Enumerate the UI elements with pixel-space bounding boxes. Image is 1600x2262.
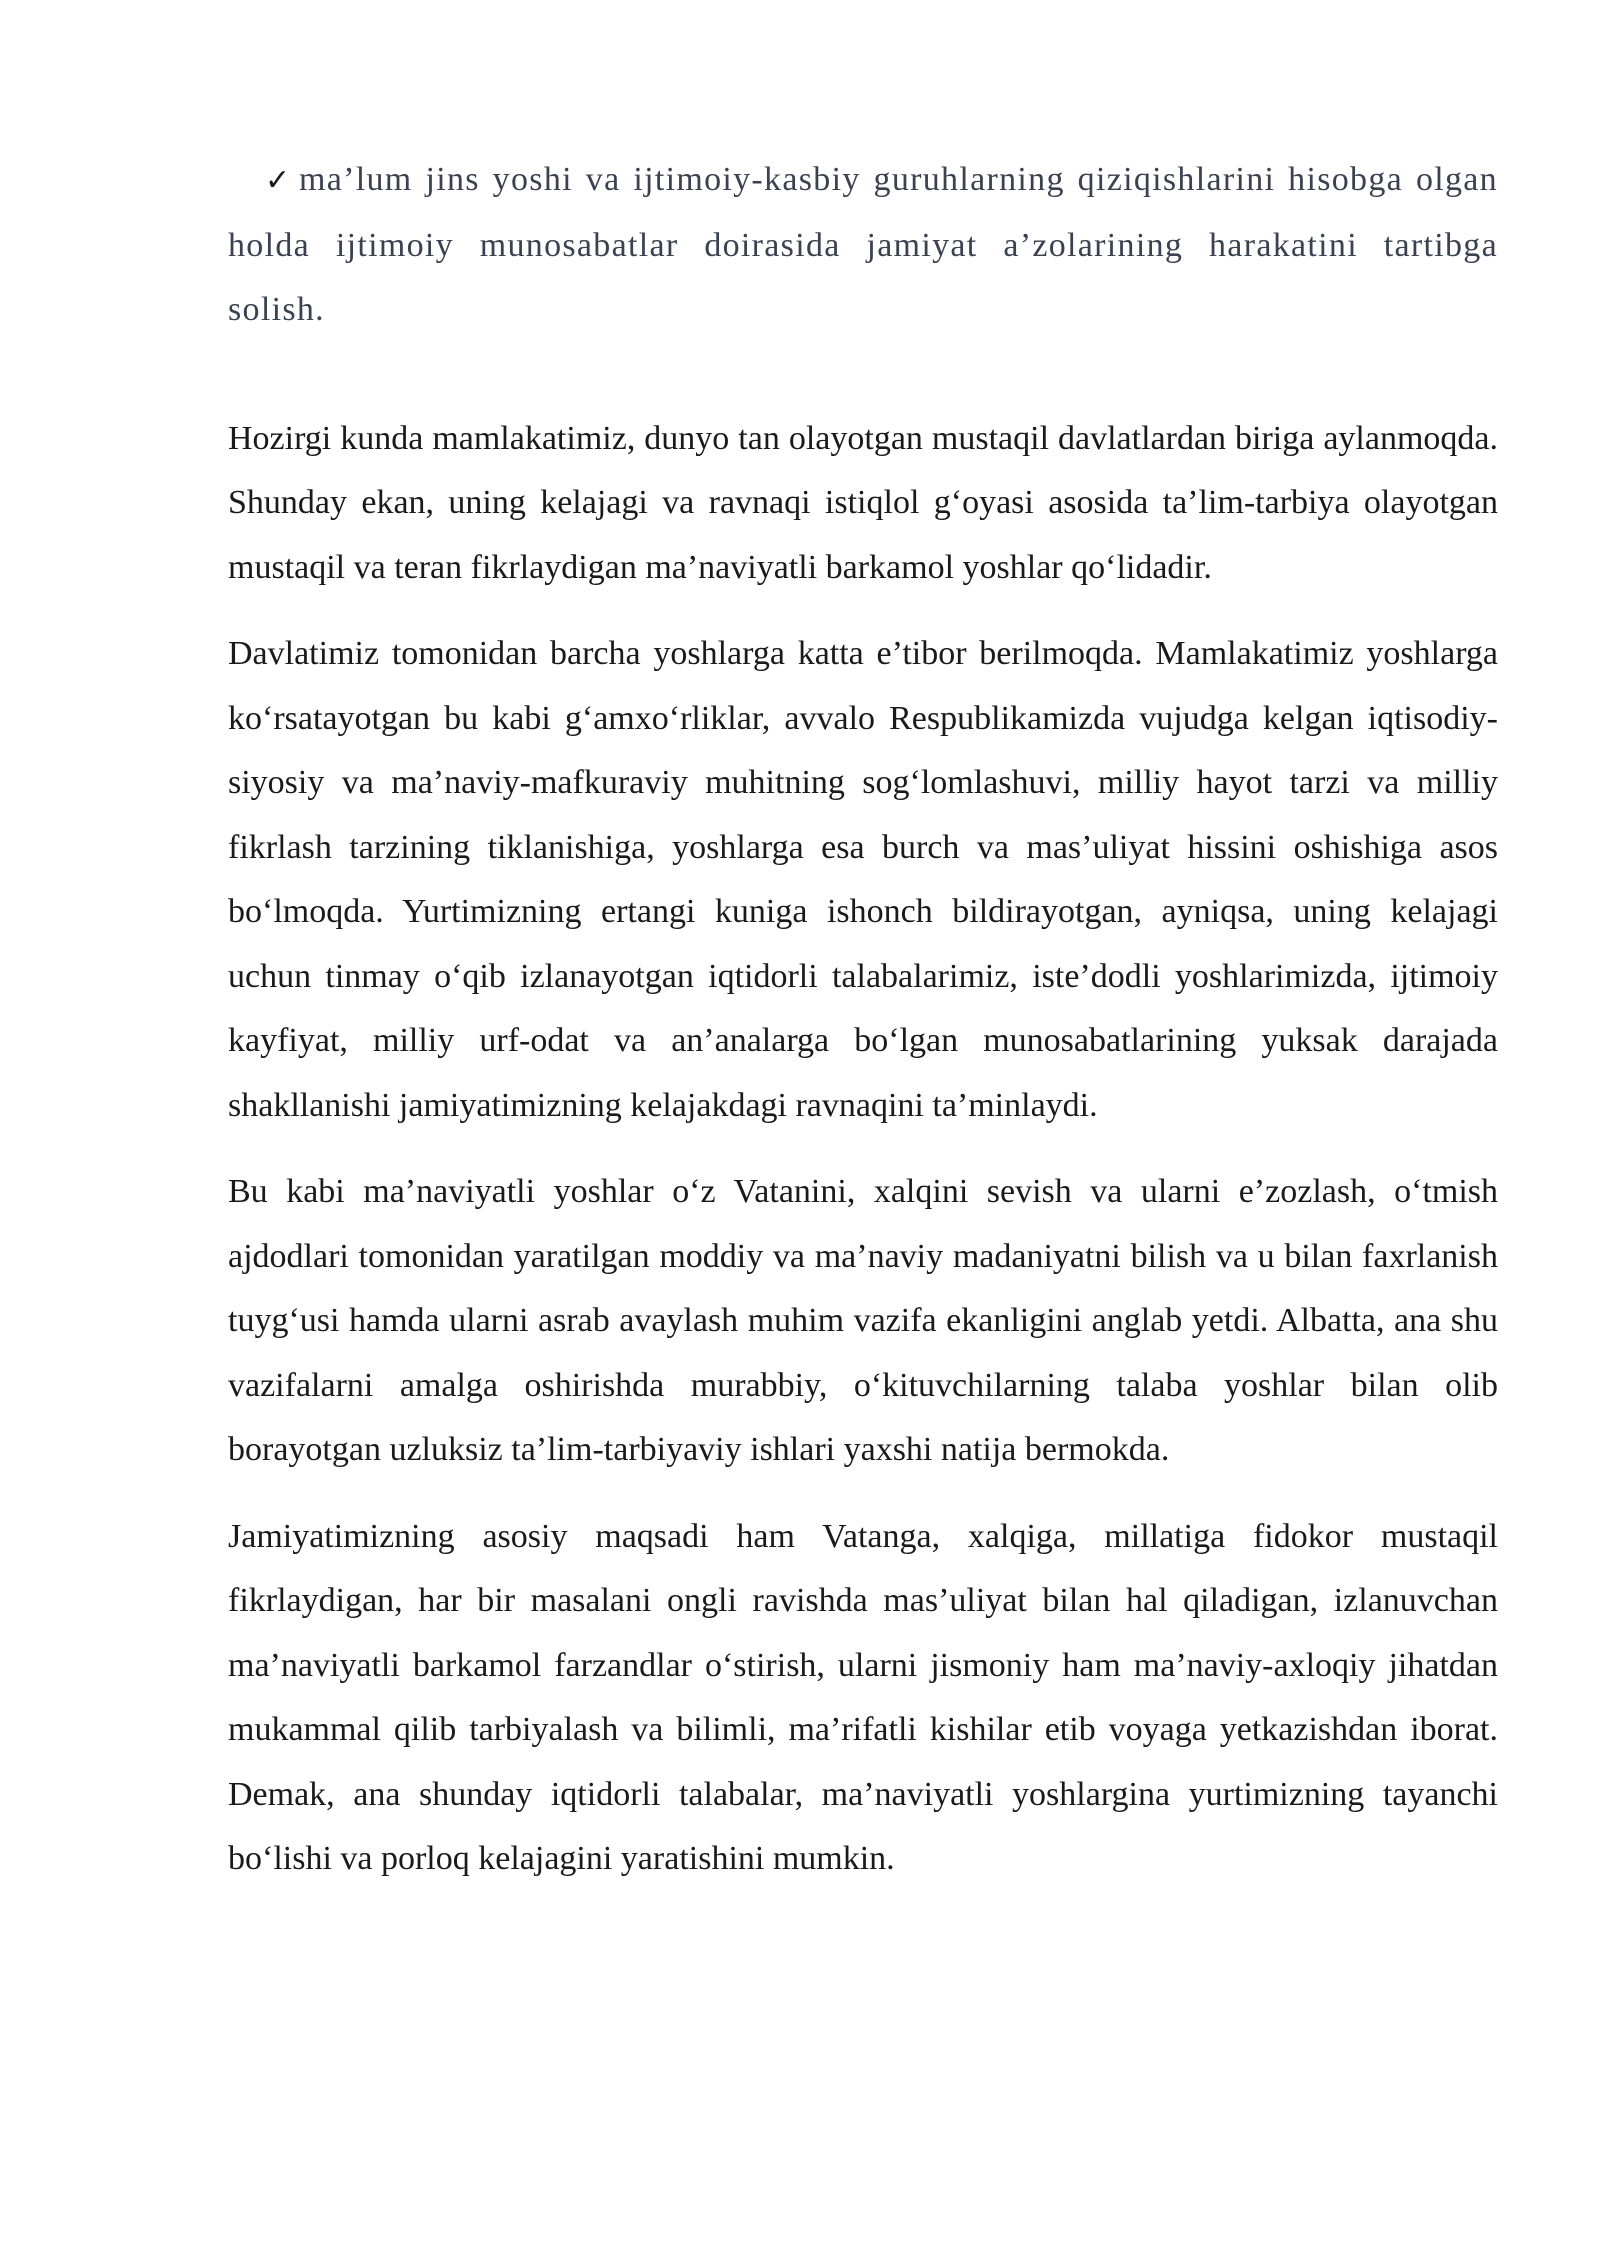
paragraph-2: Davlatimiz tomonidan barcha yoshlarga katta e’tibor berilmoqda. Mamlakatimiz yoshlarga ko‘rsatayotgan bu kabi g‘amxo‘rliklar, avvalo Respublikamizda vujudga kelgan iqtisodiy-siyosiy va ma’naviy-mafkuraviy muhitning sog‘lomlashuvi, milliy hayot tarzi va milliy fikrlash tarzining tiklanishiga, yoshlarga esa burch va mas’uliyat hissini oshishiga asos bo‘lmoqda. Yurtimizning ertangi kuniga ishonch bildirayotgan, ayniqsa, uning kelajagi uchun tinmay o‘qib izlanayotgan iqtidorli talabalarimiz, iste’dodli yoshlarimizda, ijtimoiy kayfiyat, milliy urf-odat va an’analarga bo‘lgan munosabatlarining yuksak darajada shakllanishi jamiyatimizning kelajakdagi ravnaqini ta’minlaydi. bbox=[228, 635, 1498, 1124]
paragraph-4: Jamiyatimizning asosiy maqsadi ham Vatanga, xalqiga, millatiga fidokor mustaqil fikrlaydigan, har bir masalani ongli ravishda mas’uliyat bilan hal qiladigan, izlanuvchan ma’naviyatli barkamol farzandlar o‘stirish, ularni jismoniy ham ma’naviy-axloqiy jihatdan mukammal qilib tarbiyalash va bilimli, ma’rifatli kishilar etib voyaga yetkazishdan iborat. Demak, ana shunday iqtidorli talabalar, ma’naviyatli yoshlargina yurtimizning tayanchi bo‘lishi va porloq kelajagini yaratishini mumkin. bbox=[228, 1517, 1498, 1877]
paragraph-3: Bu kabi ma’naviyatli yoshlar o‘z Vatanini, xalqini sevish va ularni e’zozlash, o‘tmish ajdodlari tomonidan yaratilgan moddiy va ma’naviy madaniyatni bilish va u bilan faxrlanish tuyg‘usi hamda ularni asrab avaylash muhim vazifa ekanligini anglab yetdi. Albatta, ana shu vazifalarni amalga oshirishda murabbiy, o‘kituvchilarning talaba yoshlar bilan olib borayotgan uzluksiz ta’lim-tarbiyaviy ishlari yaxshi natija bermokda. bbox=[228, 1173, 1498, 1468]
bullet-text: ma’lum jins yoshi va ijtimoiy-kasbiy guruhlarning qiziqishlarini hisobga olgan holda ijtimoiy munosabatlar doirasida jamiyat a’zolarining harakatini tartibga solish. bbox=[228, 161, 1498, 328]
bullet-item bbox=[228, 148, 1498, 343]
paragraph-1: Hozirgi kunda mamlakatimiz, dunyo tan olayotgan mustaqil davlatlardan biriga aylanmoqda. Shunday ekan, uning kelajagi va ravnaqi istiqlol g‘oyasi asosida ta’lim-tarbiya olayotgan mustaqil va teran fikrlaydigan ma’naviyatli barkamol yoshlar qo‘lidadir. bbox=[228, 419, 1498, 586]
document-body bbox=[228, 148, 1498, 1914]
check-mark-icon: ✓ bbox=[265, 163, 291, 198]
